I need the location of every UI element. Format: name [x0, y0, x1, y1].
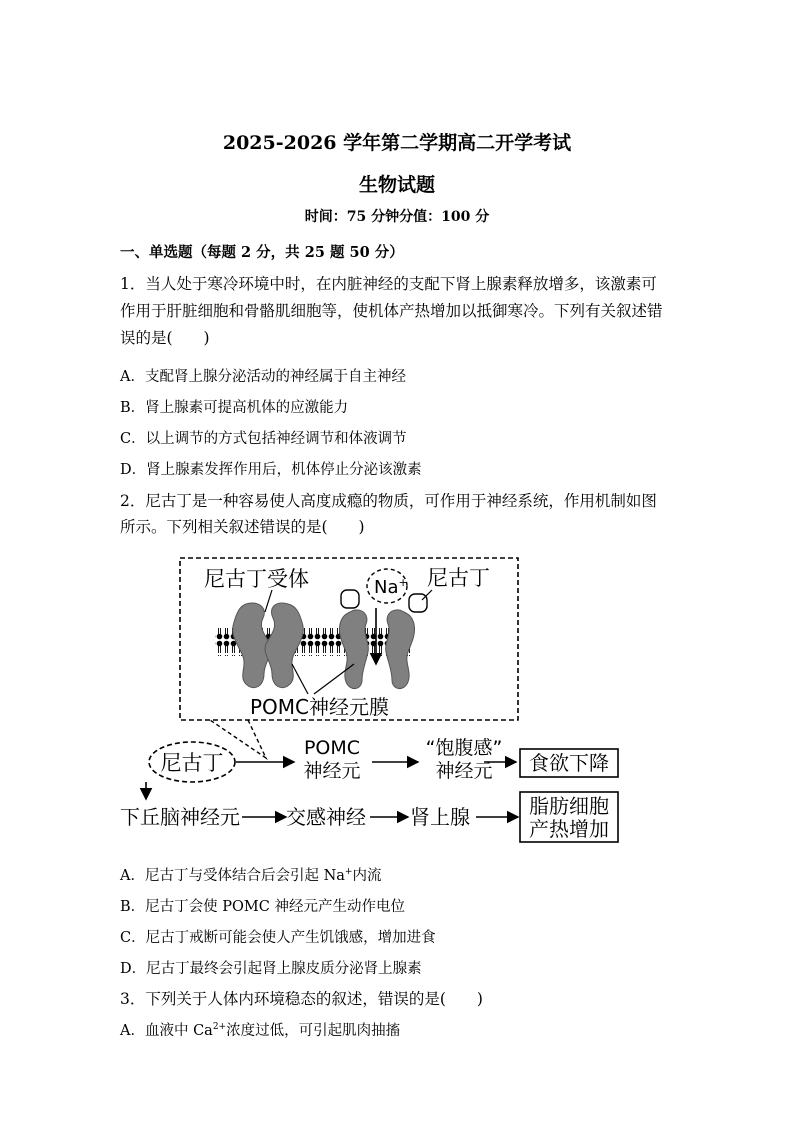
section-heading: 一、单选题（每题 2 分，共 25 题 50 分） — [120, 244, 404, 261]
nicotine-mechanism-figure — [118, 556, 628, 846]
appetite-decrease-label: 食欲下降 — [529, 751, 609, 775]
receptor-label-line — [265, 590, 272, 612]
subject-title: 生物试题 — [358, 174, 435, 196]
receptor-label: 尼古丁受体 — [204, 567, 309, 591]
pomc-neuron-line2: 神经元 — [303, 760, 361, 782]
q3-option-a: A．血液中 $Ca^{2+}$浓度过低，可引起肌肉抽搐 — [120, 1022, 401, 1039]
nicotine-label: 尼古丁 — [427, 566, 490, 590]
q2-option-d: D．尼古丁最终会引起肾上腺皮质分泌肾上腺素 — [120, 961, 422, 977]
q1-option-b: B．肾上腺素可提高机体的应激能力 — [120, 400, 349, 416]
q2-stem-line: 2．尼古丁是一种容易使人高度成瘾的物质，可作用于神经系统，作用机制如图 — [120, 492, 657, 510]
fat-cell-heat-line1: 脂肪细胞 — [529, 794, 609, 818]
q1-stem-line: 1．当人处于寒冷环境中时，在内脏神经的支配下肾上腺素释放增多，该激素可 — [120, 275, 657, 293]
q1-option-d: D．肾上腺素发挥作用后，机体停止分泌该激素 — [120, 462, 422, 478]
q2-option-b: B．尼古丁会使 POMC 神经元产生动作电位 — [120, 899, 405, 915]
membrane-label: POMC神经元膜 — [250, 695, 390, 719]
exam-meta: 时间：75 分钟分值：100 分 — [304, 209, 490, 225]
exam-title: 2025-2026 学年第二学期高二开学考试 — [222, 132, 572, 154]
satiety-neuron-line2: 神经元 — [435, 760, 493, 782]
q1-option-a: A．支配肾上腺分泌活动的神经属于自主神经 — [120, 369, 406, 385]
fat-cell-heat-line2: 产热增加 — [529, 817, 609, 841]
hypothalamus-neuron: 下丘脑神经元 — [120, 805, 240, 829]
nicotine-molecule — [341, 590, 359, 608]
q3-stem: 3．下列关于人体内环境稳态的叙述，错误的是( ) — [120, 990, 483, 1008]
sympathetic-nerve: 交感神经 — [286, 805, 366, 829]
q1-stem-line: 作用于肝脏细胞和骨骼肌细胞等，使机体产热增加以抵御寒冷。下列有关叙述错 — [120, 302, 663, 320]
q2-option-c: C．尼古丁戒断可能会使人产生饥饿感，增加进食 — [120, 930, 436, 946]
satiety-neuron-line1: “饱腹感” — [425, 737, 503, 759]
q2-stem-line: 所示。下列相关叙述错误的是( ) — [120, 518, 365, 536]
nicotine-molecule — [409, 594, 427, 612]
sodium-ion-label: Na+ — [374, 576, 408, 598]
pomc-neuron-line1: POMC — [303, 737, 361, 759]
q1-stem-line: 误的是( ) — [120, 329, 210, 347]
membrane-label-line — [292, 664, 308, 694]
adrenal-gland: 肾上腺 — [410, 805, 470, 829]
nicotine-receptor — [233, 603, 304, 688]
nicotine-source-label: 尼古丁 — [160, 751, 224, 775]
q2-option-a: A．尼古丁与受体结合后会引起 Na+内流 — [120, 867, 382, 884]
q1-option-c: C．以上调节的方式包括神经调节和体液调节 — [120, 431, 407, 447]
